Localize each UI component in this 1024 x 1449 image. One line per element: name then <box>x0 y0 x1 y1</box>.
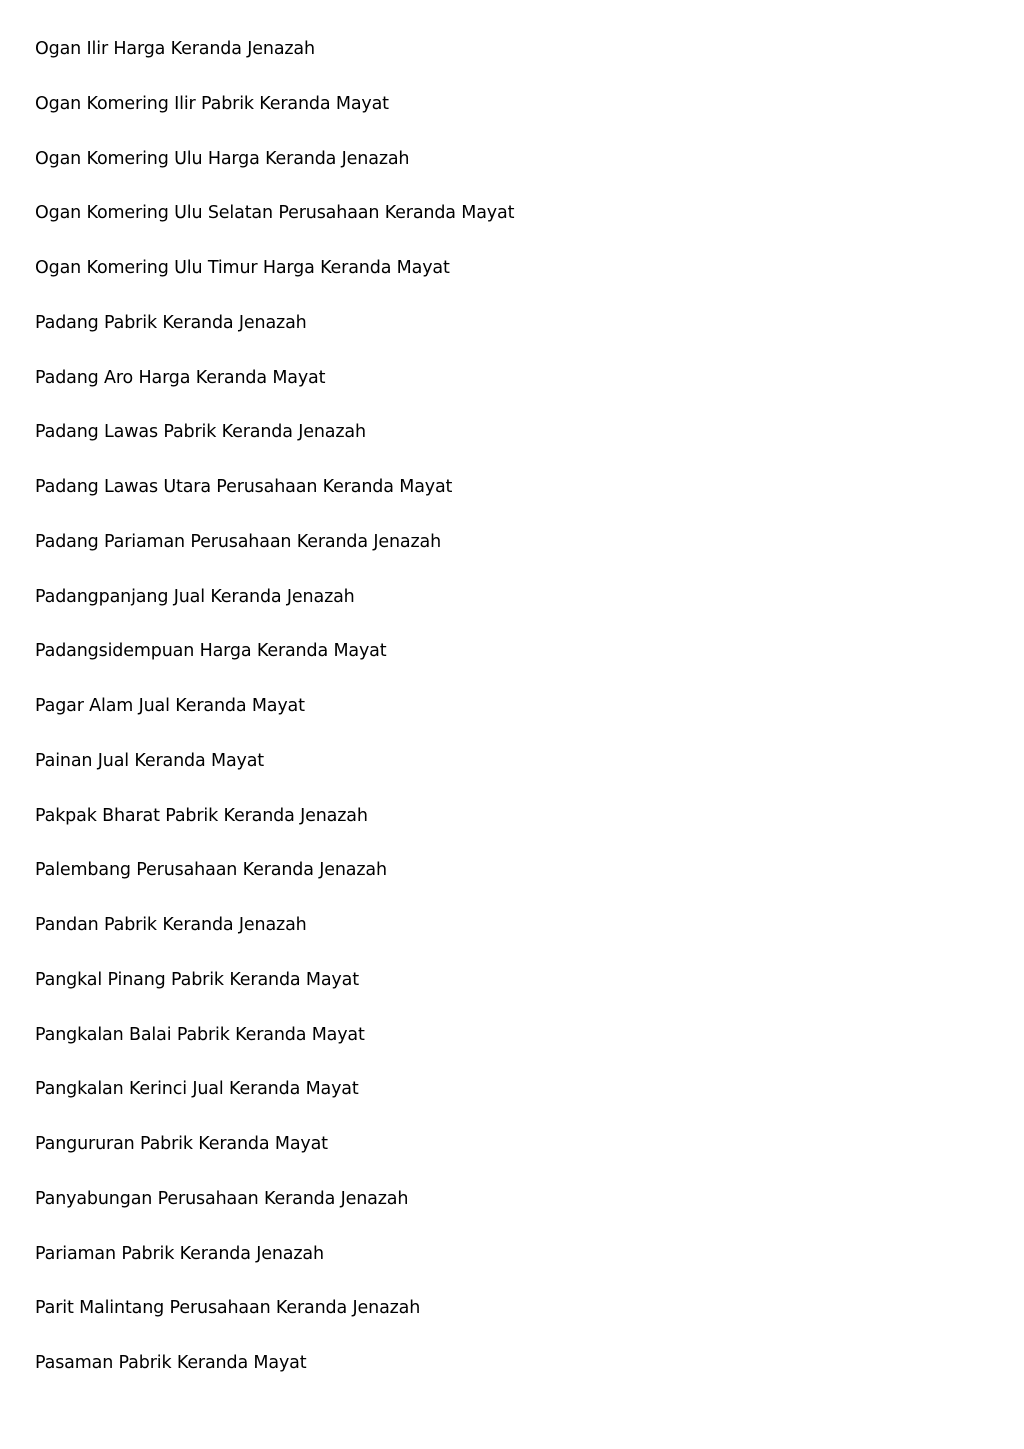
list-item: Ogan Komering Ulu Timur Harga Keranda Mayat <box>35 258 450 278</box>
list-item: Padangpanjang Jual Keranda Jenazah <box>35 586 355 607</box>
list-item: Padang Aro Harga Keranda Mayat <box>35 367 326 388</box>
list-item: Ogan Ilir Harga Keranda Jenazah <box>35 39 315 59</box>
list-item: Pangkalan Kerinci Jual Keranda Mayat <box>35 1079 359 1100</box>
list-item: Pakpak Bharat Pabrik Keranda Jenazah <box>35 805 368 826</box>
list-item: Pangururan Pabrik Keranda Mayat <box>35 1134 328 1154</box>
list-item: Padangsidempuan Harga Keranda Mayat <box>35 641 387 662</box>
list-item: Padang Lawas Utara Perusahaan Keranda Mayat <box>35 477 453 497</box>
entry-list <box>35 36 514 1405</box>
list-item: Ogan Komering Ulu Selatan Perusahaan Keranda Mayat <box>35 203 515 224</box>
list-item: Ogan Komering Ulu Harga Keranda Jenazah <box>35 148 410 169</box>
list-item: Painan Jual Keranda Mayat <box>35 750 265 771</box>
list-item: Pagar Alam Jual Keranda Mayat <box>35 696 305 716</box>
list-item: Pasaman Pabrik Keranda Mayat <box>35 1353 307 1373</box>
list-item: Padang Pabrik Keranda Jenazah <box>35 312 307 333</box>
list-item: Padang Pariaman Perusahaan Keranda Jenazah <box>35 531 442 552</box>
list-item: Padang Lawas Pabrik Keranda Jenazah <box>35 422 366 443</box>
list-item: Ogan Komering Ilir Pabrik Keranda Mayat <box>35 93 389 114</box>
list-item: Pandan Pabrik Keranda Jenazah <box>35 915 307 935</box>
list-item: Pangkalan Balai Pabrik Keranda Mayat <box>35 1024 365 1045</box>
list-item: Pangkal Pinang Pabrik Keranda Mayat <box>35 969 359 990</box>
list-item: Parit Malintang Perusahaan Keranda Jenazah <box>35 1298 421 1319</box>
list-item: Palembang Perusahaan Keranda Jenazah <box>35 860 387 881</box>
list-item: Pariaman Pabrik Keranda Jenazah <box>35 1243 324 1264</box>
list-item: Panyabungan Perusahaan Keranda Jenazah <box>35 1188 409 1209</box>
